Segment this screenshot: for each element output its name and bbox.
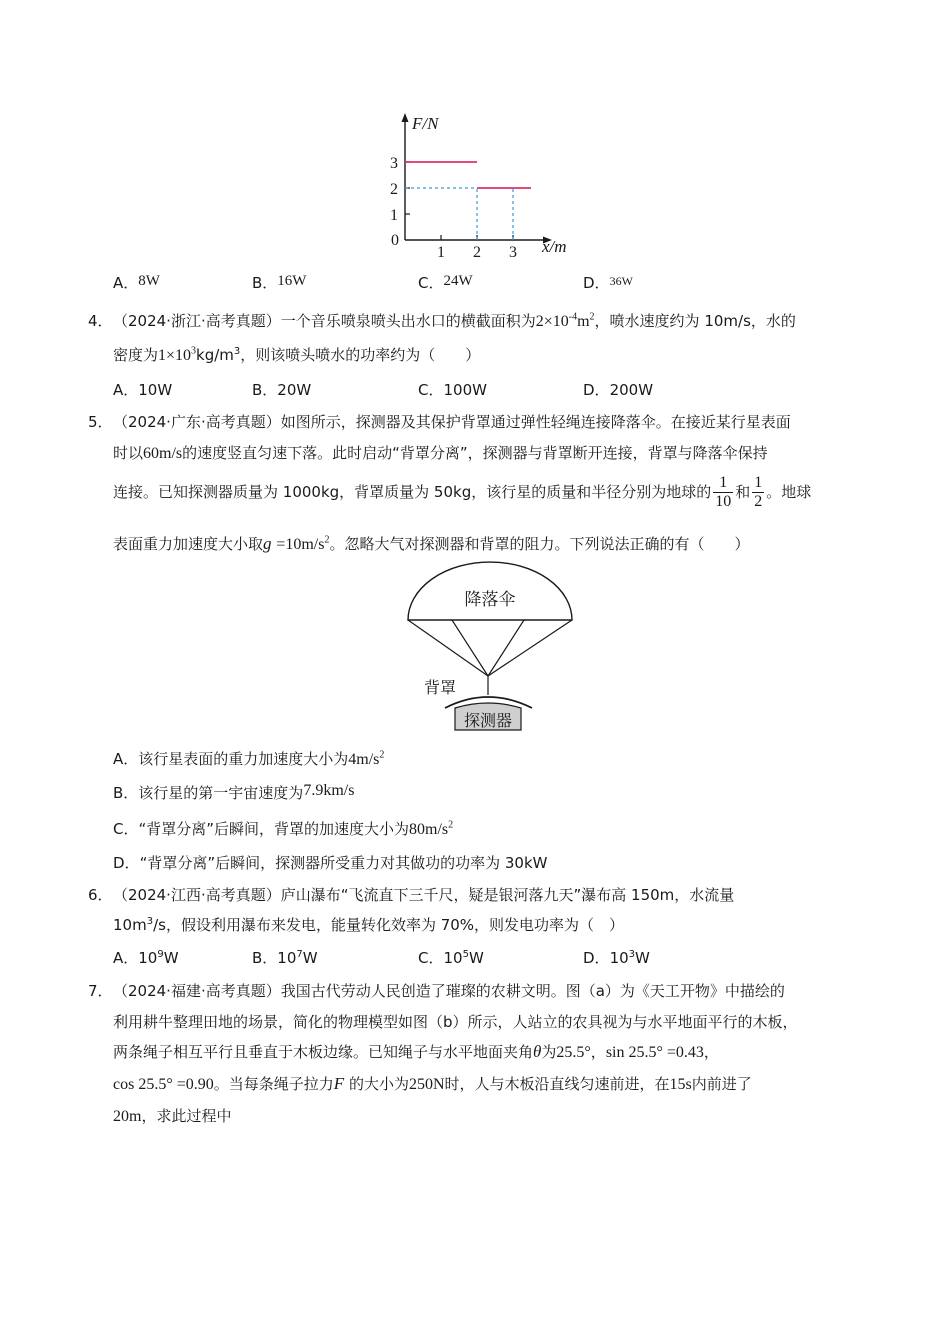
q5-option-c[interactable]: C．“背罩分离”后瞬间，背罩的加速度大小为$80m/s^2$: [113, 819, 454, 838]
q7-line-1: （2024·福建·高考真题）我国古代劳动人民创造了璀璨的农耕文明。图（a）为《天工开物》中描绘的: [113, 982, 785, 1000]
parachute-figure: [400, 560, 580, 735]
q5-line-4: 表面重力加速度大小取$g =10m/s^2$。忽略大气对探测器和背罩的阻力。下列说法正确的有（ ）: [113, 534, 750, 553]
q4-line-2: 密度为$1\times 10^3kg/m^3$，则该喷头喷水的功率约为（ ）: [113, 345, 481, 364]
q6-number: 6．: [88, 886, 113, 904]
q5-option-a[interactable]: A．该行星表面的重力加速度大小为$4m/s^2$: [113, 749, 385, 768]
q4-option-d[interactable]: D．200W: [583, 381, 654, 399]
x-axis-label: x/m: [542, 237, 567, 256]
q4-line-1: （2024·浙江·高考真题）一个音乐喷泉喷头出水口的横截面积为$2\times 10^{-4}m^2$，喷水速度约为 10m/s，水的: [113, 311, 796, 330]
q5-number: 5．: [88, 413, 113, 431]
cord-right-inner: [488, 620, 524, 676]
q7-line-4: cos 25.5° =0.90。当每条绳子拉力F 的大小为250N时，人与木板沿直线匀速前进，在15s内前进了: [113, 1074, 752, 1093]
q4-option-b[interactable]: B．20W: [252, 381, 312, 399]
force-displacement-graph: [375, 110, 585, 260]
y-tick-label: 3: [390, 155, 398, 172]
y-tick-label: 1: [390, 207, 398, 224]
q3-option-b[interactable]: B．16W: [252, 273, 307, 292]
y-axis-arrow: [402, 113, 409, 122]
fraction-one-half: $\frac{1}{2}$: [754, 474, 763, 510]
q4-number: 4．: [88, 312, 113, 330]
q5-option-b[interactable]: B．该行星的第一宇宙速度为7.9km/s: [113, 782, 355, 802]
x-tick-label: 2: [473, 244, 481, 260]
y-axis-label: F/N: [412, 114, 439, 133]
y-tick-label: 2: [390, 181, 398, 198]
fraction-one-tenth: $\frac{1}{10}$: [715, 474, 732, 510]
cord-right-outer: [488, 620, 572, 676]
q4-option-c[interactable]: C．100W: [418, 381, 487, 399]
q7-number: 7．: [88, 982, 113, 1000]
back-shield-label: 背罩: [423, 680, 457, 697]
q3-option-c[interactable]: C．24W: [418, 273, 473, 292]
cord-left-inner: [452, 620, 488, 676]
q6-option-c[interactable]: C．$10^5W$: [418, 949, 484, 967]
q5-line-2: 时以60m/s的速度竖直匀速下落。此时启动“背罩分离”，探测器与背罩断开连接，背罩与降落伞保持: [113, 444, 768, 462]
q6-line-2: $10m^3/s$，假设利用瀑布来发电，能量转化效率为 70%，则发电功率为（ ）: [113, 916, 625, 934]
q6-option-d[interactable]: D．$10^3W$: [583, 949, 650, 967]
origin-label: 0: [391, 232, 399, 249]
q5-line-1: （2024·广东·高考真题）如图所示，探测器及其保护背罩通过弹性轻绳连接降落伞。在接近某行星表面: [113, 413, 791, 431]
x-tick-label: 1: [437, 244, 445, 260]
cord-left-outer: [408, 620, 488, 676]
parachute-label: 降落伞: [464, 590, 516, 609]
q6-option-b[interactable]: B．$10^7W$: [252, 949, 318, 967]
probe-label: 探测器: [463, 713, 513, 730]
x-tick-label: 3: [509, 244, 517, 260]
q6-option-a[interactable]: A．$10^9W$: [113, 949, 179, 967]
q5-option-d[interactable]: D．“背罩分离”后瞬间，探测器所受重力对其做功的功率为 30kW: [113, 854, 548, 872]
q6-line-1: （2024·江西·高考真题）庐山瀑布“飞流直下三千尺，疑是银河落九天”瀑布高 150m，水流量: [113, 886, 735, 904]
q3-option-a[interactable]: A．8W: [113, 273, 160, 292]
q3-option-d[interactable]: D．$^{36W}$: [583, 274, 633, 292]
q7-line-3: 两条绳子相互平行且垂直于木板边缘。已知绳子与水平地面夹角θ为25.5°，sin 25.5° =0.43，: [113, 1042, 719, 1061]
q7-line-2: 利用耕牛整理田地的场景，简化的物理模型如图（b）所示，人站立的农具视为与水平地面平行的木板，: [113, 1013, 798, 1031]
q4-option-a[interactable]: A．10W: [113, 381, 173, 399]
q5-line-3: 连接。已知探测器质量为 1000kg，背罩质量为 50kg，该行星的质量和半径分别为地球的 $\frac{1}{10}$ 和 $\frac{1}{2}$ 。地球: [113, 474, 812, 510]
q7-line-5: 20m，求此过程中: [113, 1107, 232, 1125]
